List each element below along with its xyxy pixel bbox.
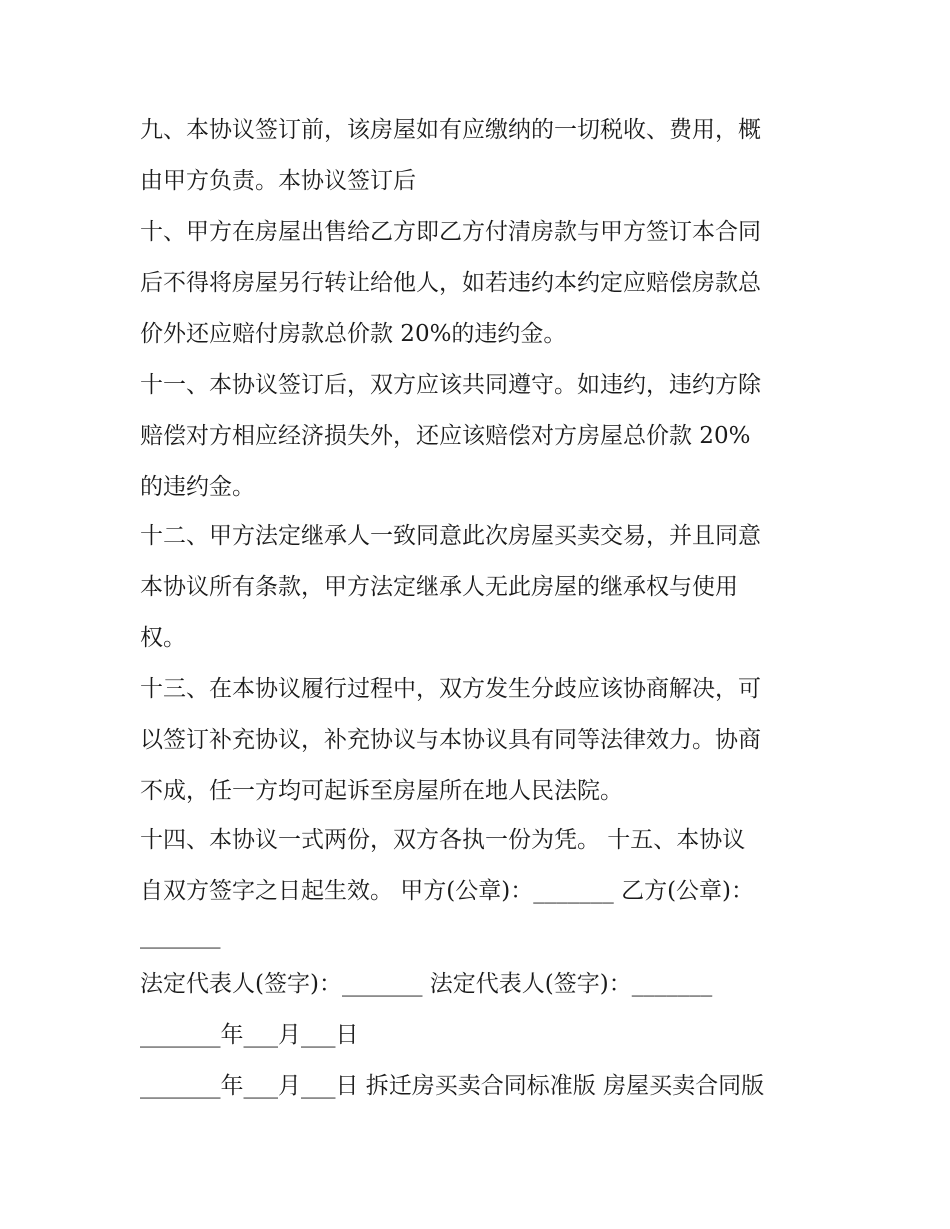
text-line-3: 十、甲方在房屋出售给乙方即乙方付清房款与甲方签订本合同 bbox=[140, 219, 761, 245]
text-line-18: 法定代表人(签字)：_______ 法定代表人(签字)：_______ bbox=[140, 971, 713, 997]
text-line-1: 九、本协议签订前，该房屋如有应缴纳的一切税收、费用，概 bbox=[140, 117, 761, 143]
text-line-2: 由甲方负责。本协议签订后 bbox=[140, 168, 416, 194]
text-line-14: 不成，任一方均可起诉至房屋所在地人民法院。 bbox=[140, 778, 623, 804]
text-line-15: 十四、本协议一式两份，双方各执一份为凭。 十五、本协议 bbox=[140, 827, 746, 853]
text-line-6: 十一、本协议签订后，双方应该共同遵守。如违约，违约方除 bbox=[140, 372, 761, 398]
text-line-12: 十三、在本协议履行过程中，双方发生分歧应该协商解决，可 bbox=[140, 676, 761, 702]
text-line-7: 赔偿对方相应经济损失外，还应该赔偿对方房屋总价款 20% bbox=[140, 423, 751, 449]
text-line-11: 权。 bbox=[140, 625, 186, 651]
text-line-10: 本协议所有条款，甲方法定继承人无此房屋的继承权与使用 bbox=[140, 574, 738, 600]
text-line-17: _______ bbox=[140, 923, 221, 949]
text-line-19: _______年___月___日 bbox=[140, 1022, 359, 1048]
text-line-16: 自双方签字之日起生效。 甲方(公章)：_______ 乙方(公章)： bbox=[140, 878, 755, 904]
text-line-20: _______年___月___日 拆迁房买卖合同标准版 房屋买卖合同版 bbox=[140, 1073, 765, 1099]
text-line-4: 后不得将房屋另行转让给他人，如若违约本约定应赔偿房款总 bbox=[140, 270, 761, 296]
text-line-8: 的违约金。 bbox=[140, 474, 255, 500]
text-line-13: 以签订补充协议，补充协议与本协议具有同等法律效力。协商 bbox=[140, 727, 761, 753]
text-line-9: 十二、甲方法定继承人一致同意此次房屋买卖交易，并且同意 bbox=[140, 523, 761, 549]
text-line-5: 价外还应赔付房款总价款 20%的违约金。 bbox=[140, 321, 567, 347]
